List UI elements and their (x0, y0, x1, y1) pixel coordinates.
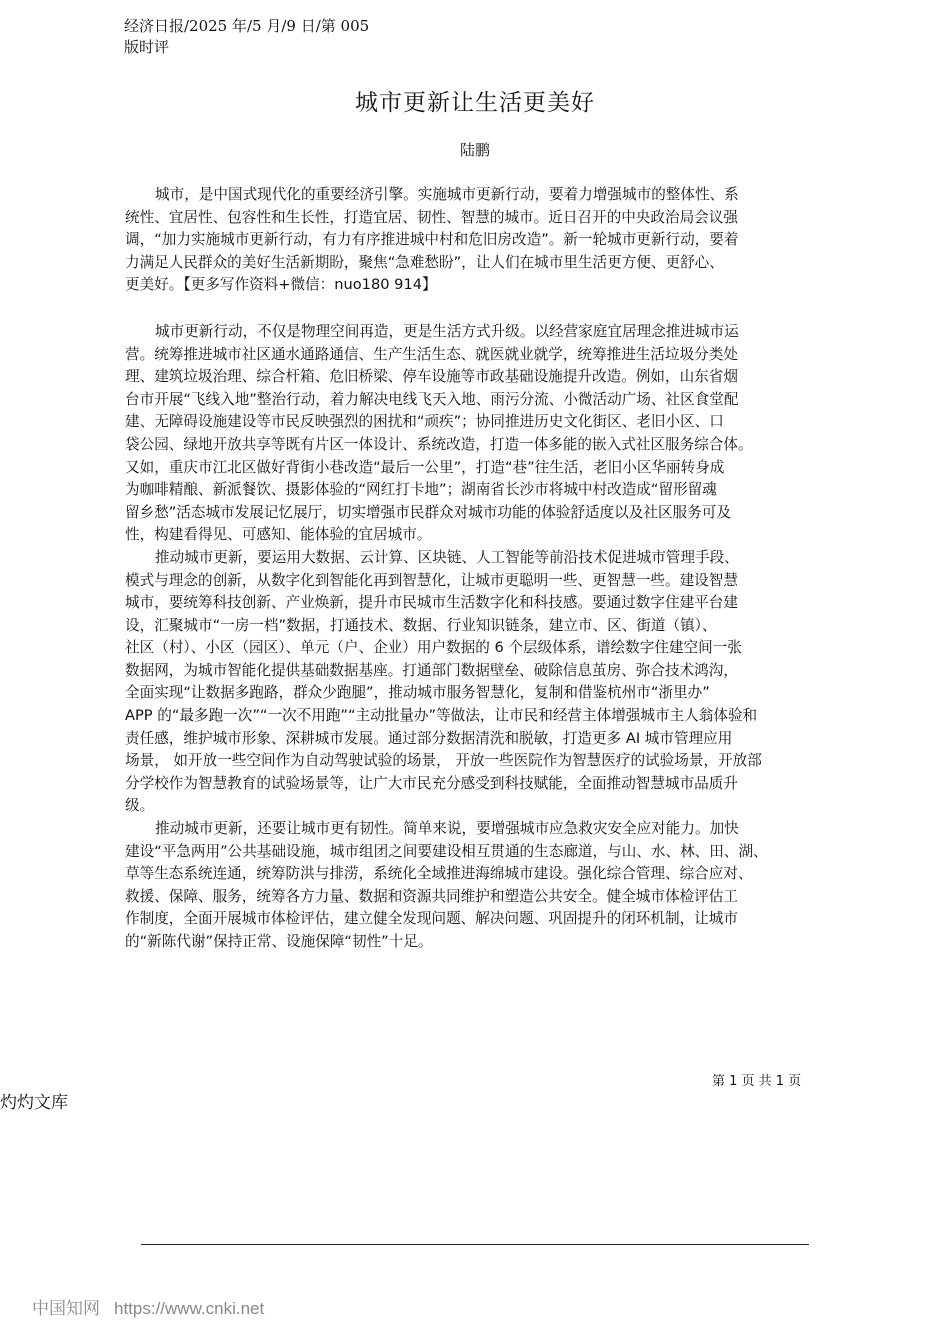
paragraph-line: 模式与理念的创新，从数字化到智能化再到智慧化，让城市更聪明一些、更智慧一些。建设智慧 (125, 571, 738, 589)
paragraph-line: 场景， 如开放一些空间作为自动驾驶试验的场景， 开放一些医院作为智慧医疗的试验场景，开放部 (125, 752, 762, 770)
paragraph (125, 321, 845, 547)
paragraph-line: 建设“平急两用”公共基础设施，城市组团之间要建设相互贯通的生态廊道，与山、水、林、田、湖、 (125, 842, 768, 860)
paragraph-line: 责任感，维护城市形象、深耕城市发展。通过部分数据清洗和脱敏，打造更多 AI 城市管理应用 (125, 729, 733, 747)
paragraph-line: 台市开展“飞线入地”整治行动，着力解决电线飞天入地、雨污分流、小微活动广场、社区食堂配 (125, 390, 739, 408)
paragraph-line: 城市，要统筹科技创新、产业焕新，提升市民城市生活数字化和科技感。要通过数字住建平台建 (125, 594, 738, 612)
paragraph-line: 作制度，全面开展城市体检评估，建立健全发现问题、解决问题、巩固提升的闭环机制，让城市 (125, 910, 738, 928)
library-name: 灼灼文库 (0, 1093, 68, 1113)
paragraph-line: 的“新陈代谢”保持正常、设施保障“韧性”十足。 (125, 933, 433, 950)
paragraph-line: 推动城市更新，还要让城市更有韧性。简单来说，要增强城市应急救灾安全应对能力。加快 (155, 820, 739, 838)
paragraph-line: 社区（村）、小区（园区）、单元（户、企业）用户数据的 6 个层级体系，谱绘数字住建空间一张 (125, 639, 742, 657)
paragraph-line: 性，构建看得见、可感知、能体验的宜居城市。 (125, 526, 432, 544)
paragraph-line: APP 的“最多跑一次”“一次不用跑”“主动批量办”等做法，让市民和经营主体增强城市主人翁体验和 (125, 707, 758, 725)
paragraph-line: 更美好。【更多写作资料+微信：nuo180 914】 (125, 276, 437, 294)
article-title: 城市更新让生活更美好 (355, 90, 595, 116)
site-name: 中国知网 (32, 1299, 100, 1318)
site-url[interactable]: https://www.cnki.net (114, 1299, 265, 1318)
paragraph-line: 级。 (125, 797, 155, 815)
paragraph-line: 数据网，为城市智能化提供基础数据基座。打通部门数据壁垒、破除信息茧房、弥合技术鸿沟， (125, 661, 738, 679)
paragraph-line: 城市，是中国式现代化的重要经济引擎。实施城市更新行动，要着力增强城市的整体性、系 (155, 186, 739, 203)
source-line-2: 版时评 (124, 38, 170, 56)
paragraph-line: 全面实现“让数据多跑路，群众少跑腿”，推动城市服务智慧化，复制和借鉴杭州市“浙里办” (125, 684, 710, 702)
paragraph-line: 草等生态系统连通，统筹防洪与排涝，系统化全域推进海绵城市建设。强化综合管理、综合应对、 (125, 865, 753, 883)
source-line-1: 经济日报/2025 年/5 月/9 日/第 005 (124, 17, 370, 35)
paragraph-line: 力满足人民群众的美好生活新期盼，聚焦“急难愁盼”，让人们在城市里生活更方便、更舒心、 (125, 253, 724, 271)
page-number: 第 1 页 共 1 页 (712, 1074, 802, 1089)
footer-divider (141, 1244, 809, 1245)
paragraph-line: 救援、保障、服务，统筹各方力量、数据和资源共同维护和塑造公共安全。健全城市体检评估工 (125, 887, 738, 905)
paragraph-line: 为咖啡精酿、新派餐饮、摄影体验的“网红打卡地”；湖南省长沙市将城中村改造成“留形留魂 (125, 481, 717, 499)
paragraph-line: 统性、宜居性、包容性和生长性，打造宜居、韧性、智慧的城市。近日召开的中央政治局会议强 (125, 208, 738, 226)
paragraph (125, 818, 845, 954)
article-author: 陆鹏 (459, 141, 490, 159)
paragraph-line: 建、无障碍设施建设等市民反映强烈的困扰和“顽疾”；协同推进历史文化街区、老旧小区、口 (125, 413, 724, 431)
paragraph-line: 袋公园、绿地开放共享等既有片区一体设计、系统改造，打造一体多能的嵌入式社区服务综合体。 (125, 435, 753, 453)
paragraph-line: 分学校作为智慧教育的试验场景等，让广大市民充分感受到科技赋能，全面推动智慧城市品质升 (125, 774, 738, 792)
paragraph-line: 理、建筑垃圾治理、综合杆箱、危旧桥梁、停车设施等市政基础设施提升改造。例如，山东省烟 (125, 368, 738, 386)
paragraph-line: 城市更新行动，不仅是物理空间再造，更是生活方式升级。以经营家庭宜居理念推进城市运 (155, 322, 739, 340)
paragraph-line: 营。统筹推进城市社区通水通路通信、生产生活生态、就医就业就学，统筹推进生活垃圾分类处 (125, 345, 738, 363)
article-body (125, 184, 845, 954)
paragraph-line: 设，汇聚城市“一房一档”数据，打通技术、数据、行业知识链条，建立市、区、街道（镇）、 (125, 616, 717, 634)
paragraph-gap (125, 297, 845, 321)
paragraph-line: 又如，重庆市江北区做好背街小巷改造“最后一公里”，打造“巷”往生活，老旧小区华丽转身成 (125, 458, 725, 476)
paragraph-line: 推动城市更新，要运用大数据、云计算、区块链、人工智能等前沿技术促进城市管理手段、 (155, 548, 739, 566)
paragraph-line: 调，“加力实施城市更新行动，有力有序推进城中村和危旧房改造”。新一轮城市更新行动，要着 (125, 231, 739, 249)
source-info (124, 16, 369, 58)
paragraph-line: 留乡愁”活态城市发展记忆展厅，切实增强市民群众对城市功能的体验舒适度以及社区服务可及 (125, 503, 731, 521)
footer-watermark (32, 1294, 264, 1319)
paragraph (125, 184, 845, 297)
paragraph (125, 547, 845, 818)
